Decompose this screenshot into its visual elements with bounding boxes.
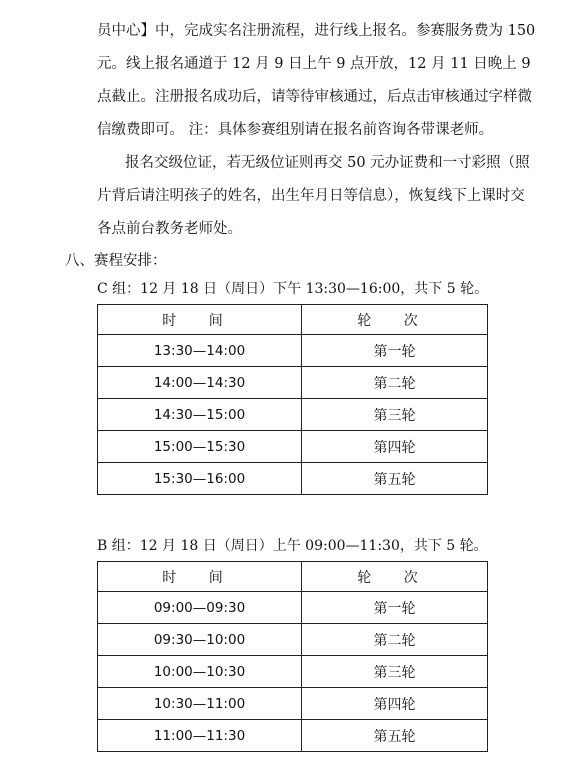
table-row xyxy=(98,463,488,495)
round-cell: 第四轮 xyxy=(302,431,488,463)
time-cell: 10:00—10:30 xyxy=(98,656,302,688)
table-row xyxy=(98,656,488,688)
table-row xyxy=(98,431,488,463)
round-header: 轮 次 xyxy=(302,562,488,592)
section-heading: 八、赛程安排： xyxy=(65,253,167,269)
table-row xyxy=(98,335,488,367)
time-cell: 13:30—14:00 xyxy=(98,335,302,367)
table-row xyxy=(98,688,488,720)
time-header: 时 间 xyxy=(98,562,302,592)
time-cell: 14:30—15:00 xyxy=(98,399,302,431)
time-cell: 10:30—11:00 xyxy=(98,688,302,720)
round-cell: 第二轮 xyxy=(302,367,488,399)
table-row xyxy=(98,720,488,752)
paragraph-line: 信缴费即可。 注：具体参赛组别请在报名前咨询各带课老师。 xyxy=(97,122,494,138)
paragraph-line: 点截止。注册报名成功后，请等待审核通过，后点击审核通过字样微 xyxy=(97,89,532,105)
round-cell: 第五轮 xyxy=(302,720,488,752)
table-header-row xyxy=(98,305,488,335)
paragraph-line: 片背后请注明孩子的姓名，出生年月日等信息），恢复线下上课时交 xyxy=(97,188,525,204)
round-cell: 第一轮 xyxy=(302,592,488,624)
group-b-schedule-table xyxy=(97,561,488,752)
table-row xyxy=(98,399,488,431)
time-cell: 09:00—09:30 xyxy=(98,592,302,624)
round-cell: 第三轮 xyxy=(302,399,488,431)
paragraph-line: 各点前台教务老师处。 xyxy=(97,221,242,237)
group-c-title: C 组：12 月 18 日（周日）下午 13:30—16:00，共下 5 轮。 xyxy=(97,281,489,297)
paragraph-line: 员中心】中，完成实名注册流程，进行线上报名。参赛服务费为 150 xyxy=(97,23,536,39)
round-cell: 第一轮 xyxy=(302,335,488,367)
group-b-title: B 组：12 月 18 日（周日）上午 09:00—11:30，共下 5 轮。 xyxy=(97,538,488,554)
paragraph-line: 元。线上报名通道于 12 月 9 日上午 9 点开放，12 月 11 日晚上 9 xyxy=(97,56,531,72)
round-cell: 第二轮 xyxy=(302,624,488,656)
group-c-schedule-table xyxy=(97,304,488,495)
time-header: 时 间 xyxy=(98,305,302,335)
time-cell: 11:00—11:30 xyxy=(98,720,302,752)
table-row xyxy=(98,592,488,624)
round-cell: 第三轮 xyxy=(302,656,488,688)
round-cell: 第四轮 xyxy=(302,688,488,720)
paragraph-line: 报名交级位证，若无级位证则再交 50 元办证费和一寸彩照（照 xyxy=(125,155,530,171)
time-cell: 15:30—16:00 xyxy=(98,463,302,495)
table-header-row xyxy=(98,562,488,592)
time-cell: 14:00—14:30 xyxy=(98,367,302,399)
table-row xyxy=(98,624,488,656)
round-header: 轮 次 xyxy=(302,305,488,335)
table-row xyxy=(98,367,488,399)
time-cell: 15:00—15:30 xyxy=(98,431,302,463)
time-cell: 09:30—10:00 xyxy=(98,624,302,656)
round-cell: 第五轮 xyxy=(302,463,488,495)
